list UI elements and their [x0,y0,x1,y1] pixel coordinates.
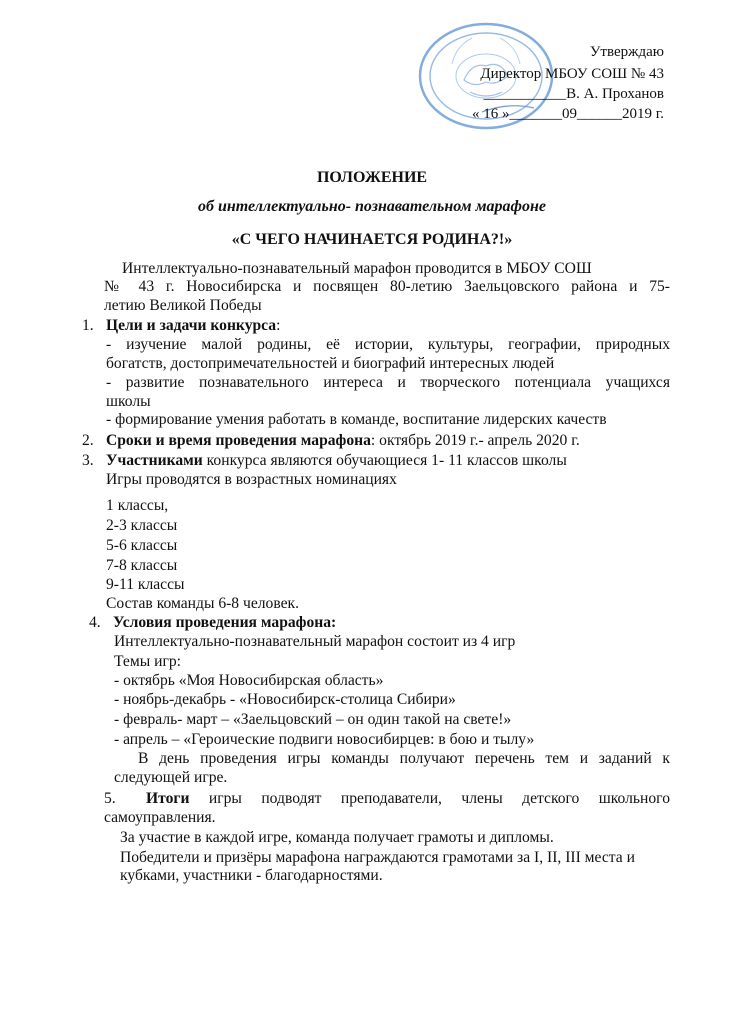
grade-item: 5-6 классы [106,537,178,554]
section-1-heading [82,316,280,335]
section-1-number: 1. [82,317,94,334]
marathon-name: «С ЧЕГО НАЧИНАЕТСЯ РОДИНА?!» [231,231,513,248]
section-1-line-2: богатств, достопримечательностей и биографий интересных людей [106,355,555,372]
section-4-heading [89,613,336,632]
approval-line-2: Директор МБОУ СОШ № 43 [480,66,664,82]
section-4-note-line-2: следующей игре. [114,769,228,786]
document-title: ПОЛОЖЕНИЕ [316,169,428,186]
section-4-note-line-1: В день проведения игры команды получают перечень тем и заданий к [138,750,670,767]
section-5-title: Итоги [146,790,190,807]
grade-item: 2-3 классы [106,517,178,534]
topic-item: - апрель – «Героические подвиги новосибирцев: в бою и тылу» [114,731,535,748]
section-1-colon: : [276,317,281,334]
grade-item: 1 классы, [106,497,169,514]
section-3-title: Участниками [106,452,203,469]
section-1-line-1: - изучение малой родины, её истории, культуры, географии, природных [106,336,670,353]
section-2-text: : октябрь 2019 г.- апрель 2020 г. [370,432,580,449]
intro-line-3: летию Великой Победы [104,297,262,314]
section-5 [104,789,670,808]
section-2-number: 2. [82,432,94,449]
section-3-number: 3. [82,452,94,469]
section-5-line-2: самоуправления. [104,809,216,826]
section-2-title: Сроки и время проведения марафона [106,432,371,449]
section-1-line-3: - развитие познавательного интереса и творческого потенциала учащихся [106,374,670,391]
grade-item: 9-11 классы [106,576,185,593]
section-1-title: Цели и задачи конкурса [106,317,277,334]
team-size: Состав команды 6-8 человек. [106,595,300,612]
topic-item: - октябрь «Моя Новосибирская область» [114,672,384,689]
document-subtitle: об интеллектуально- познавательном марафоне [198,198,546,215]
section-3 [82,451,567,470]
section-5-line-5: кубками, участники - благодарностями. [120,867,383,884]
topics-label: Темы игр: [114,653,181,670]
section-4-line-1: Интеллектуально-познавательный марафон состоит из 4 игр [114,633,516,650]
approval-line-3: ___________В. А. Проханов [483,86,664,102]
section-5-line-3: За участие в каждой игре, команда получает грамоты и дипломы. [120,829,554,846]
grade-item: 7-8 классы [106,557,178,574]
topic-item: - февраль- март – «Заельцовский – он один такой на свете!» [114,711,512,728]
section-1-line-5: - формирование умения работать в команде, воспитание лидерских качеств [106,411,607,428]
approval-line-4: « 16 »_______09______2019 г. [472,106,664,122]
section-4-number: 4. [89,614,101,631]
section-1-line-4: школы [106,393,151,410]
section-5-line-4: Победители и призёры марафона награждаются грамотами за I, II, III места и [120,849,635,866]
section-4-title: Условия проведения марафона: [113,614,337,631]
approval-line-1: Утверждаю [589,44,664,60]
section-3-text: конкурса являются обучающиеся 1- 11 классов школы [202,452,567,469]
topic-item: - ноябрь-декабрь - «Новосибирск-столица Сибири» [114,691,456,708]
section-5-text: игры подводят преподаватели, члены детского школьного [189,790,670,807]
section-2 [82,431,580,450]
intro-line-2: № 43 г. Новосибирска и посвящен 80-летию Заельцовского района и 75- [104,278,670,295]
intro-line-1: Интеллектуально-познавательный марафон проводится в МБОУ СОШ [122,260,592,277]
section-5-number: 5. [104,790,116,807]
section-3-subtext: Игры проводятся в возрастных номинациях [106,471,397,488]
